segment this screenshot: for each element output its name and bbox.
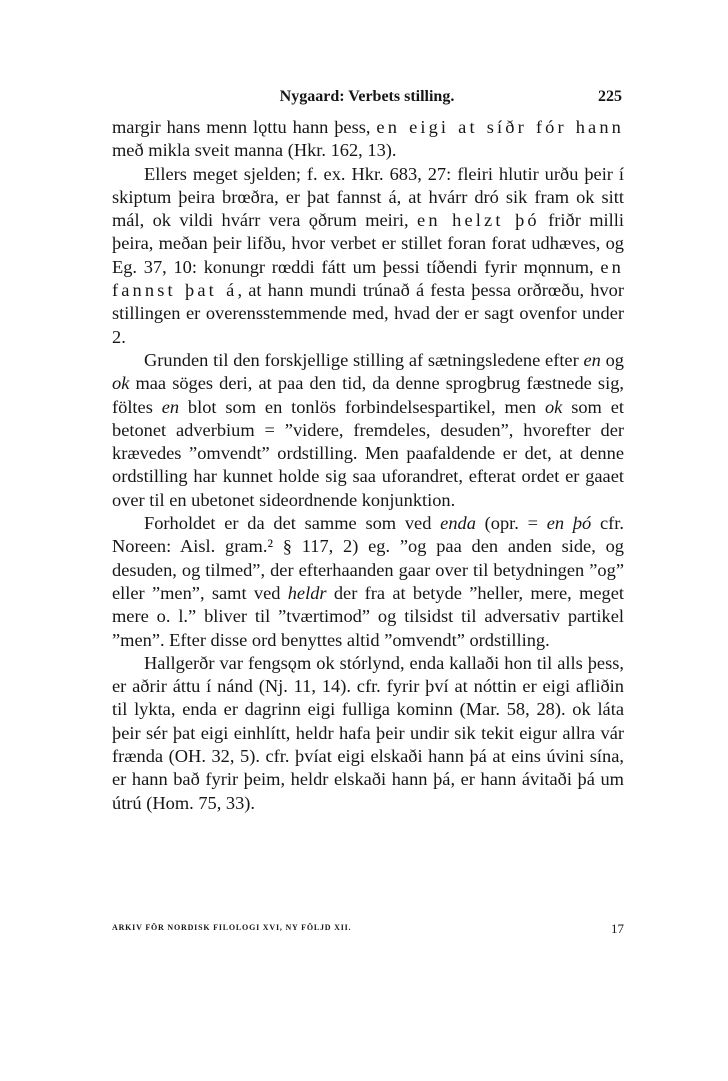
text-run: og: [600, 349, 624, 370]
text-run: blot som en tonlös forbindelsespartikel, men: [179, 396, 545, 417]
text-run: (opr. =: [475, 513, 547, 534]
text-run: som et betonet adverbium = ”videre, fremdeles, desuden”, hvorefter der krævedes ”omvendt” ordstilling. Men paafaldende er det, at denne ordstilling har kunnet holde sig saa uforandret, efterat ordet er gaaet over til en ubetonet sideordnende konjunktion.: [112, 396, 624, 510]
text-run: Ellers meget sjelden; f. ex. Hkr. 683, 27: fleiri hlutir urðu þeir í skiptum þeira brœðra, er þat fannst á, at hvárr dró sik fram ok sitt mál, ok vildi hvárr vera ǫðrum meiri,: [112, 163, 624, 231]
body-text: [112, 116, 624, 815]
italic-term: en: [161, 396, 180, 417]
signature-mark: 17: [611, 921, 624, 936]
journal-footnote: ARKIV FÖR NORDISK FILOLOGI XVI, NY FÖLJD XII.: [112, 923, 352, 932]
running-header: [112, 88, 622, 110]
text-run: cfr. Noreen: Aisl. gram.² § 117, 2) eg. ”og paa den anden side, og desuden, og tilmed”, der efterhaanden gaar over til betydningen ”og” eller ”men”, samt ved: [112, 513, 624, 603]
italic-term: heldr: [287, 582, 327, 603]
spaced-emphasis: en helzt þó: [417, 210, 540, 231]
text-run: der fra at betyde ”heller, mere, meget mere o. l.” bliver til ”tværtimod” og tilsidst til adversativ partikel ”men”. Efter disse ord benyttes altid ”omvendt” ordstilling.: [112, 582, 624, 650]
page-footer: [112, 921, 624, 939]
italic-term: ok: [544, 396, 563, 417]
italic-term: en þó: [546, 513, 592, 534]
text-run: Forholdet er da det samme som ved: [144, 513, 441, 534]
italic-term: ok: [112, 373, 130, 394]
italic-term: enda: [440, 513, 476, 534]
text-run: margir hans menn lǫttu hann þess,: [112, 117, 377, 137]
text-run: Grunden til den forskjellige stilling af sætningsledene efter: [144, 349, 584, 370]
text-run: friðr milli þeira, meðan þeir lifðu, hvor verbet er stillet foran forat udhæves, og Eg. 37, 10: konungr rœddi fátt um þessi tíðendi fyrir mǫnnum,: [112, 210, 624, 277]
spaced-emphasis: en fannst þat á: [112, 256, 624, 301]
text-run: Hallgerðr var fengsǫm ok stórlynd, enda kallaði hon til alls þess, er aðrir áttu í nánd (Nj. 11, 14). cfr. fyrir því at nóttin er eigi afliðin til lykta, enda er dagrinn eigi fulliga kominn (Mar. 58, 28). ok láta þeir sér þat eigi einhlítt, heldr hafa þeir undir sik tekit eigur allra vár frænda (OH. 32, 5). cfr. þvíat eigi elskaði hann þá at eins úvini sína, er hann bað fyrir þeim, heldr elskaði hann þá, er hann ávitaði þá um útrú (Hom. 75, 33).: [112, 652, 624, 813]
spaced-emphasis: en eigi at síðr fór hann: [376, 117, 624, 137]
running-title: Nygaard: Verbets stilling.: [279, 88, 455, 105]
text-run: , at hann mundi trúnað á festa þessa orðrœðu, hvor stillingen er overensstemmende med, hvad der er sagt ovenfor under 2.: [112, 280, 624, 347]
paragraph: [112, 349, 624, 512]
paragraph: [112, 652, 624, 815]
paragraph: [112, 116, 624, 163]
paragraph: [112, 512, 624, 652]
text-run: maa söges deri, at paa den tid, da denne sprogbrug fæstnede sig, föltes: [112, 373, 624, 417]
italic-term: en: [583, 349, 601, 370]
paragraph: [112, 163, 624, 349]
page-number: 225: [598, 88, 622, 105]
text-run: með mikla sveit manna (Hkr. 162, 13).: [112, 140, 397, 161]
